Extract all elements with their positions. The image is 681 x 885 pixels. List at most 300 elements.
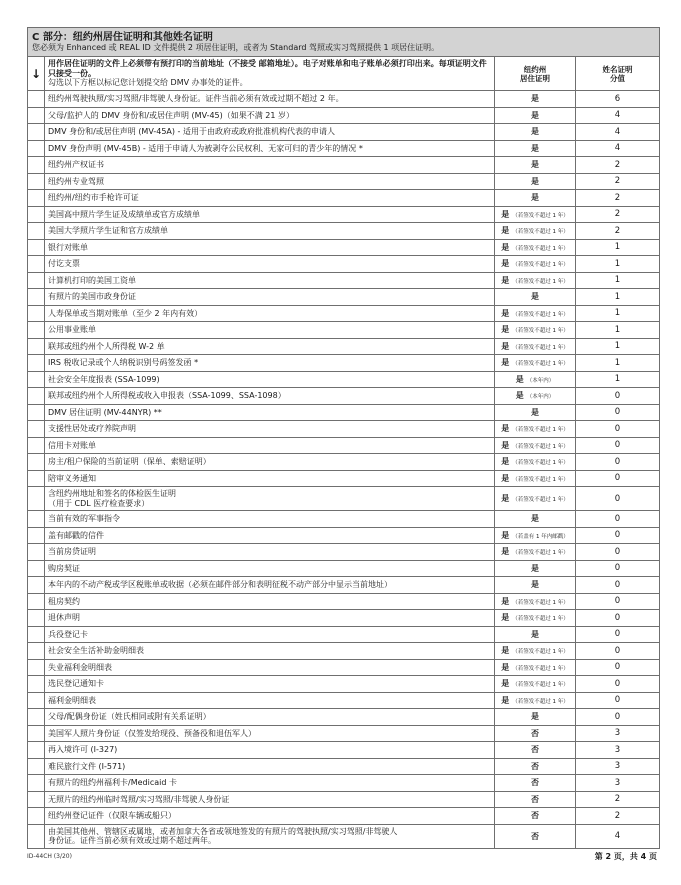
residency-value: 是	[531, 407, 539, 417]
residency-value: 是	[501, 695, 510, 705]
residency-proof-cell	[495, 791, 576, 808]
row-checkbox[interactable]	[28, 709, 45, 726]
document-name: 本年内的不动产税或学区税账单或收据（必须在邮件部分和表明征税不动产部分中显示当前地址）	[45, 577, 495, 594]
points-column-header	[576, 57, 660, 91]
table-row	[28, 239, 660, 256]
name-points: 0	[576, 560, 660, 577]
name-points: 1	[576, 322, 660, 339]
residency-note: （若盖有 1 年内邮戳）	[512, 533, 569, 540]
residency-proof-cell	[495, 775, 576, 792]
points-header-label: 姓名证明 分值	[602, 64, 633, 83]
row-checkbox[interactable]	[28, 487, 45, 511]
residency-proof-cell	[495, 659, 576, 676]
residency-column-header	[495, 57, 576, 91]
table-row	[28, 140, 660, 157]
residency-value: 是	[501, 494, 510, 503]
row-checkbox[interactable]	[28, 643, 45, 660]
table-row	[28, 305, 660, 322]
row-checkbox[interactable]	[28, 322, 45, 339]
down-arrow-icon: ↓	[28, 57, 45, 91]
name-points: 1	[576, 355, 660, 372]
residency-note: （若签发不超过 1 年）	[512, 599, 569, 606]
row-checkbox[interactable]	[28, 577, 45, 594]
page-number: 第 2 页，共 4 页	[594, 852, 657, 861]
document-name: 当前有效的军事指令	[45, 511, 495, 528]
document-name: 购房契证	[45, 560, 495, 577]
residency-value: 否	[531, 794, 539, 804]
table-row	[28, 355, 660, 372]
table-row	[28, 91, 660, 108]
residency-value: 是	[515, 391, 524, 401]
row-checkbox[interactable]	[28, 404, 45, 421]
row-checkbox[interactable]	[28, 388, 45, 405]
name-points: 0	[576, 692, 660, 709]
name-points: 0	[576, 626, 660, 643]
table-row	[28, 725, 660, 742]
row-checkbox[interactable]	[28, 725, 45, 742]
residency-proof-cell	[495, 91, 576, 108]
residency-note: （若签发不超过 1 年）	[512, 682, 569, 689]
row-checkbox[interactable]	[28, 239, 45, 256]
document-name: 福利金明细表	[45, 692, 495, 709]
name-points: 1	[576, 305, 660, 322]
table-row	[28, 206, 660, 223]
residency-value: 否	[531, 811, 539, 821]
residency-proof-cell	[495, 355, 576, 372]
residency-note: （若签发不超过 1 年）	[512, 476, 569, 483]
residency-proof-cell	[495, 437, 576, 454]
residency-value: 是	[501, 596, 510, 606]
row-checkbox[interactable]	[28, 355, 45, 372]
row-checkbox[interactable]	[28, 659, 45, 676]
table-row	[28, 437, 660, 454]
residency-note: （若签发不超过 1 年）	[512, 344, 569, 351]
table-row	[28, 388, 660, 405]
residency-proof-cell	[495, 157, 576, 174]
residency-value: 是	[501, 646, 510, 656]
residency-proof-cell	[495, 560, 576, 577]
residency-value: 是	[501, 662, 510, 672]
name-points: 0	[576, 593, 660, 610]
residency-proof-cell	[495, 371, 576, 388]
name-points: 4	[576, 824, 660, 848]
row-checkbox[interactable]	[28, 808, 45, 825]
table-row	[28, 173, 660, 190]
document-name: 兵役登记卡	[45, 626, 495, 643]
residency-proof-cell	[495, 388, 576, 405]
table-row	[28, 511, 660, 528]
name-points: 3	[576, 725, 660, 742]
document-name: 联邦或纽约州个人所得税 W-2 单	[45, 338, 495, 355]
row-checkbox[interactable]	[28, 742, 45, 759]
name-points: 0	[576, 527, 660, 544]
name-points: 4	[576, 107, 660, 124]
residency-value: 是	[531, 176, 539, 186]
residency-proof-cell	[495, 544, 576, 561]
residency-note: （若签发不超过 1 年）	[512, 665, 569, 672]
residency-proof-cell	[495, 593, 576, 610]
table-row	[28, 791, 660, 808]
residency-proof-cell	[495, 527, 576, 544]
residency-value: 是	[531, 94, 539, 104]
residency-proof-cell	[495, 239, 576, 256]
document-name: 陪审义务通知	[45, 470, 495, 487]
name-points: 1	[576, 371, 660, 388]
row-checkbox[interactable]	[28, 371, 45, 388]
table-row	[28, 709, 660, 726]
residency-value: 是	[501, 473, 510, 483]
document-name: 社会安全生活补助金明细表	[45, 643, 495, 660]
residency-value: 是	[501, 440, 510, 450]
residency-note: （若签发不超过 1 年）	[512, 427, 569, 434]
table-row	[28, 272, 660, 289]
residency-note: （若签发不超过 1 年）	[512, 460, 569, 467]
row-checkbox[interactable]	[28, 470, 45, 487]
document-name: 付讫支票	[45, 256, 495, 273]
row-checkbox[interactable]	[28, 140, 45, 157]
residency-value: 是	[501, 358, 510, 368]
residency-note: （若签发不超过 1 年）	[512, 245, 569, 252]
document-name: 计算机打印的美国工资单	[45, 272, 495, 289]
table-row	[28, 338, 660, 355]
residency-value: 是	[515, 374, 524, 384]
table-row	[28, 808, 660, 825]
document-name: DMV 身份和/或居住声明 (MV-45A) - 适用于由政府或政府批准机构代表的申请人	[45, 124, 495, 141]
residency-value: 是	[531, 580, 539, 590]
residency-value: 是	[501, 547, 510, 557]
residency-proof-cell	[495, 256, 576, 273]
name-points: 1	[576, 338, 660, 355]
name-points: 0	[576, 388, 660, 405]
table-row	[28, 692, 660, 709]
residency-value: 否	[531, 728, 539, 738]
row-checkbox[interactable]	[28, 791, 45, 808]
name-points: 0	[576, 454, 660, 471]
table-row	[28, 124, 660, 141]
document-name: 信用卡对账单	[45, 437, 495, 454]
residency-proof-cell	[495, 725, 576, 742]
residency-note: （若签发不超过 1 年）	[512, 443, 569, 450]
residency-note: （若签发不超过 1 年）	[512, 361, 569, 368]
name-points: 0	[576, 404, 660, 421]
name-points: 6	[576, 91, 660, 108]
document-name: 支援性居处或疗养院声明	[45, 421, 495, 438]
residency-value: 是	[501, 209, 510, 219]
row-checkbox[interactable]	[28, 544, 45, 561]
row-checkbox[interactable]	[28, 626, 45, 643]
table-row	[28, 487, 660, 511]
table-row	[28, 454, 660, 471]
row-checkbox[interactable]	[28, 692, 45, 709]
residency-value: 是	[531, 110, 539, 120]
table-row	[28, 157, 660, 174]
residency-value: 是	[531, 160, 539, 170]
residency-note: （若签发不超过 1 年）	[512, 262, 569, 269]
row-checkbox[interactable]	[28, 206, 45, 223]
residency-proof-cell	[495, 709, 576, 726]
residency-value: 是	[501, 613, 510, 623]
row-checkbox[interactable]	[28, 272, 45, 289]
name-points: 2	[576, 173, 660, 190]
name-points: 0	[576, 487, 660, 511]
row-checkbox[interactable]	[28, 124, 45, 141]
table-row	[28, 593, 660, 610]
table-row	[28, 758, 660, 775]
name-points: 1	[576, 239, 660, 256]
residency-proof-cell	[495, 404, 576, 421]
residency-proof-cell	[495, 610, 576, 627]
table-row	[28, 322, 660, 339]
row-checkbox[interactable]	[28, 454, 45, 471]
document-name: 社会安全年度报表 (SSA-1099)	[45, 371, 495, 388]
name-points: 4	[576, 140, 660, 157]
residency-value: 是	[501, 242, 510, 252]
table-row	[28, 421, 660, 438]
residency-value: 是	[501, 679, 510, 689]
document-name: 美国高中照片学生证及成绩单或官方成绩单	[45, 206, 495, 223]
name-points: 3	[576, 775, 660, 792]
row-checkbox[interactable]	[28, 560, 45, 577]
residency-value: 否	[531, 831, 539, 841]
residency-value: 是	[531, 292, 539, 302]
residency-note: （若签发不超过 1 年）	[512, 328, 569, 335]
table-row	[28, 659, 660, 676]
table-row	[28, 223, 660, 240]
row-checkbox[interactable]	[28, 173, 45, 190]
section-subtitle: 您必须为 Enhanced 或 REAL ID 文件提供 2 项居住证明，或者为 Standard 驾照或实习驾照提供 1 项居住证明。	[32, 43, 440, 52]
row-checkbox[interactable]	[28, 338, 45, 355]
name-points: 0	[576, 421, 660, 438]
name-points: 2	[576, 157, 660, 174]
checkbox-instructions: 勾选以下方框以标记您计划提交给 DMV 办事处的证件。	[48, 78, 248, 88]
residency-proof-cell	[495, 322, 576, 339]
residency-proof-cell	[495, 190, 576, 207]
document-name: 再入境许可 (I-327)	[45, 742, 495, 759]
table-row	[28, 190, 660, 207]
document-name: 盖有邮戳的信件	[45, 527, 495, 544]
residency-proof-cell	[495, 421, 576, 438]
residency-value: 是	[501, 308, 510, 318]
residency-proof-cell	[495, 577, 576, 594]
residency-value: 是	[531, 712, 539, 722]
document-name: 房主/租户保险的当前证明（保单、索赔证明）	[45, 454, 495, 471]
residency-proof-cell	[495, 692, 576, 709]
name-points: 0	[576, 437, 660, 454]
row-checkbox[interactable]	[28, 421, 45, 438]
residency-proof-cell	[495, 223, 576, 240]
document-name: 无照片的纽约州临时驾照/实习驾照/非驾驶人身份证	[45, 791, 495, 808]
residency-note: （若签发不超过 1 年）	[512, 212, 569, 219]
document-name: 纽约州登记证件（仅限车辆或船只）	[45, 808, 495, 825]
document-name: 联邦或纽约州个人所得税或收入申报表（SSA-1099、SSA-1098）	[45, 388, 495, 405]
name-points: 2	[576, 791, 660, 808]
row-checkbox[interactable]	[28, 223, 45, 240]
document-name: 失业福利金明细表	[45, 659, 495, 676]
document-name: 纽约州产权证书	[45, 157, 495, 174]
row-checkbox[interactable]	[28, 775, 45, 792]
row-checkbox[interactable]	[28, 758, 45, 775]
residency-note: （若签发不超过 1 年）	[512, 698, 569, 705]
document-name: 有照片的纽约州福利卡/Medicaid 卡	[45, 775, 495, 792]
table-row	[28, 404, 660, 421]
residency-value: 否	[531, 745, 539, 755]
name-points: 4	[576, 124, 660, 141]
residency-proof-cell	[495, 107, 576, 124]
document-name: 当前房贷证明	[45, 544, 495, 561]
document-instructions: 用作居住证明的文件上必须带有预打印的当前地址（不接受 邮箱地址）。电子对账单和电子账单必须打印出来。每项证明文件只接受一份。	[48, 59, 487, 78]
residency-proof-cell	[495, 758, 576, 775]
document-name: 退休声明	[45, 610, 495, 627]
residency-proof-cell	[495, 206, 576, 223]
document-name: DMV 身份声明 (MV-45B) - 适用于申请人为被剥夺公民权利、无家可归的青少年的情况 *	[45, 140, 495, 157]
name-points: 0	[576, 610, 660, 627]
residency-proof-cell	[495, 824, 576, 848]
residency-value: 是	[501, 424, 510, 434]
residency-note: （若签发不超过 1 年）	[512, 649, 569, 656]
residency-proof-cell	[495, 173, 576, 190]
name-points: 1	[576, 256, 660, 273]
residency-proof-cell	[495, 511, 576, 528]
name-points: 0	[576, 577, 660, 594]
residency-value: 是	[501, 275, 510, 285]
residency-value: 是	[501, 530, 510, 540]
form-sheet	[27, 27, 659, 849]
residency-note: （本年内）	[526, 377, 555, 384]
residency-proof-cell	[495, 124, 576, 141]
name-points: 0	[576, 659, 660, 676]
table-row	[28, 676, 660, 693]
name-points: 0	[576, 676, 660, 693]
table-row	[28, 544, 660, 561]
residency-value: 是	[531, 563, 539, 573]
row-checkbox[interactable]	[28, 593, 45, 610]
row-checkbox[interactable]	[28, 610, 45, 627]
residency-value: 否	[531, 761, 539, 771]
residency-note: （若签发不超过 1 年）	[512, 311, 569, 318]
row-checkbox[interactable]	[28, 190, 45, 207]
residency-proof-cell	[495, 676, 576, 693]
table-row	[28, 560, 660, 577]
residency-value: 是	[531, 127, 539, 137]
name-points: 2	[576, 223, 660, 240]
table-row	[28, 107, 660, 124]
table-row	[28, 775, 660, 792]
residency-value: 是	[501, 259, 510, 269]
table-row	[28, 256, 660, 273]
table-row	[28, 742, 660, 759]
residency-value: 是	[501, 325, 510, 335]
document-name: 含纽约州地址和签名的体检医生证明 （用于 CDL 医疗检查要求）	[45, 487, 495, 511]
residency-proof-cell	[495, 140, 576, 157]
name-points: 2	[576, 190, 660, 207]
document-name: 纽约州/纽约市手枪许可证	[45, 190, 495, 207]
table-row	[28, 371, 660, 388]
document-name: 纽约州驾驶执照/实习驾照/非驾驶人身份证。证件当前必须有效或过期不超过 2 年。	[45, 91, 495, 108]
name-points: 0	[576, 643, 660, 660]
residency-proof-cell	[495, 808, 576, 825]
document-name: DMV 居住证明 (MV-44NYR) **	[45, 404, 495, 421]
name-points: 0	[576, 544, 660, 561]
document-name: 由美国其他州、管辖区或属地，或者加拿大各省或领地签发的有照片的驾驶执照/实习驾照/非驾驶人 身份证。证件当前必须有效或过期不超过两年。	[45, 824, 495, 848]
row-checkbox[interactable]	[28, 437, 45, 454]
row-checkbox[interactable]	[28, 91, 45, 108]
row-checkbox[interactable]	[28, 289, 45, 306]
table-row	[28, 577, 660, 594]
name-points: 0	[576, 470, 660, 487]
document-name: 人寿保单或当期对账单（至少 2 年内有效）	[45, 305, 495, 322]
document-name: 父母/监护人的 DMV 身份和/或居住声明 (MV-45)（如果不满 21 岁）	[45, 107, 495, 124]
residency-note: （若签发不超过 1 年）	[512, 550, 569, 557]
document-name: 银行对账单	[45, 239, 495, 256]
residency-value: 是	[501, 457, 510, 467]
row-checkbox[interactable]	[28, 676, 45, 693]
document-name: 公用事业账单	[45, 322, 495, 339]
residency-note: （若签发不超过 1 年）	[512, 497, 569, 503]
residency-note: （若签发不超过 1 年）	[512, 278, 569, 285]
form-id: ID-44CH (3/20)	[27, 853, 72, 860]
section-title: C 部分：纽约州居住证明和其他姓名证明	[32, 32, 213, 43]
document-name: IRS 税收记录或个人纳税识别号码签发函 *	[45, 355, 495, 372]
row-checkbox[interactable]	[28, 157, 45, 174]
table-row	[28, 527, 660, 544]
document-name: 父母/配偶身份证（姓氏相同或附有关系证明）	[45, 709, 495, 726]
residency-proof-cell	[495, 643, 576, 660]
residency-proof-cell	[495, 272, 576, 289]
residency-proof-cell	[495, 487, 576, 511]
table-row	[28, 470, 660, 487]
document-name: 美国大学照片学生证和官方成绩单	[45, 223, 495, 240]
name-points: 3	[576, 742, 660, 759]
row-checkbox[interactable]	[28, 256, 45, 273]
residency-proof-cell	[495, 742, 576, 759]
row-checkbox[interactable]	[28, 511, 45, 528]
residency-note: （若签发不超过 1 年）	[512, 229, 569, 236]
residency-proof-cell	[495, 305, 576, 322]
table-row	[28, 824, 660, 848]
name-points: 1	[576, 289, 660, 306]
document-name: 纽约州专业驾照	[45, 173, 495, 190]
row-checkbox[interactable]	[28, 527, 45, 544]
residency-proof-cell	[495, 338, 576, 355]
residency-note: （若签发不超过 1 年）	[512, 616, 569, 623]
section-header	[28, 28, 660, 57]
residency-value: 是	[501, 341, 510, 351]
residency-value: 是	[501, 226, 510, 236]
residency-proof-cell	[495, 470, 576, 487]
residency-value: 是	[531, 193, 539, 203]
residency-value: 是	[531, 514, 539, 524]
table-row	[28, 626, 660, 643]
document-column-header	[45, 57, 495, 91]
residency-header-label: 纽约州 居住证明	[520, 64, 550, 83]
residency-proof-cell	[495, 454, 576, 471]
name-points: 1	[576, 272, 660, 289]
document-name: 有照片的美国市政身份证	[45, 289, 495, 306]
name-points: 3	[576, 758, 660, 775]
table-row	[28, 289, 660, 306]
residency-value: 是	[531, 629, 539, 639]
name-points: 2	[576, 206, 660, 223]
table-row	[28, 610, 660, 627]
name-points: 2	[576, 808, 660, 825]
row-checkbox[interactable]	[28, 107, 45, 124]
residency-proof-cell	[495, 626, 576, 643]
table-row	[28, 643, 660, 660]
document-name: 美国军人照片身份证（仅签发给现役、预备役和退伍军人）	[45, 725, 495, 742]
row-checkbox[interactable]	[28, 305, 45, 322]
residency-proof-table	[27, 27, 660, 849]
row-checkbox[interactable]	[28, 824, 45, 848]
